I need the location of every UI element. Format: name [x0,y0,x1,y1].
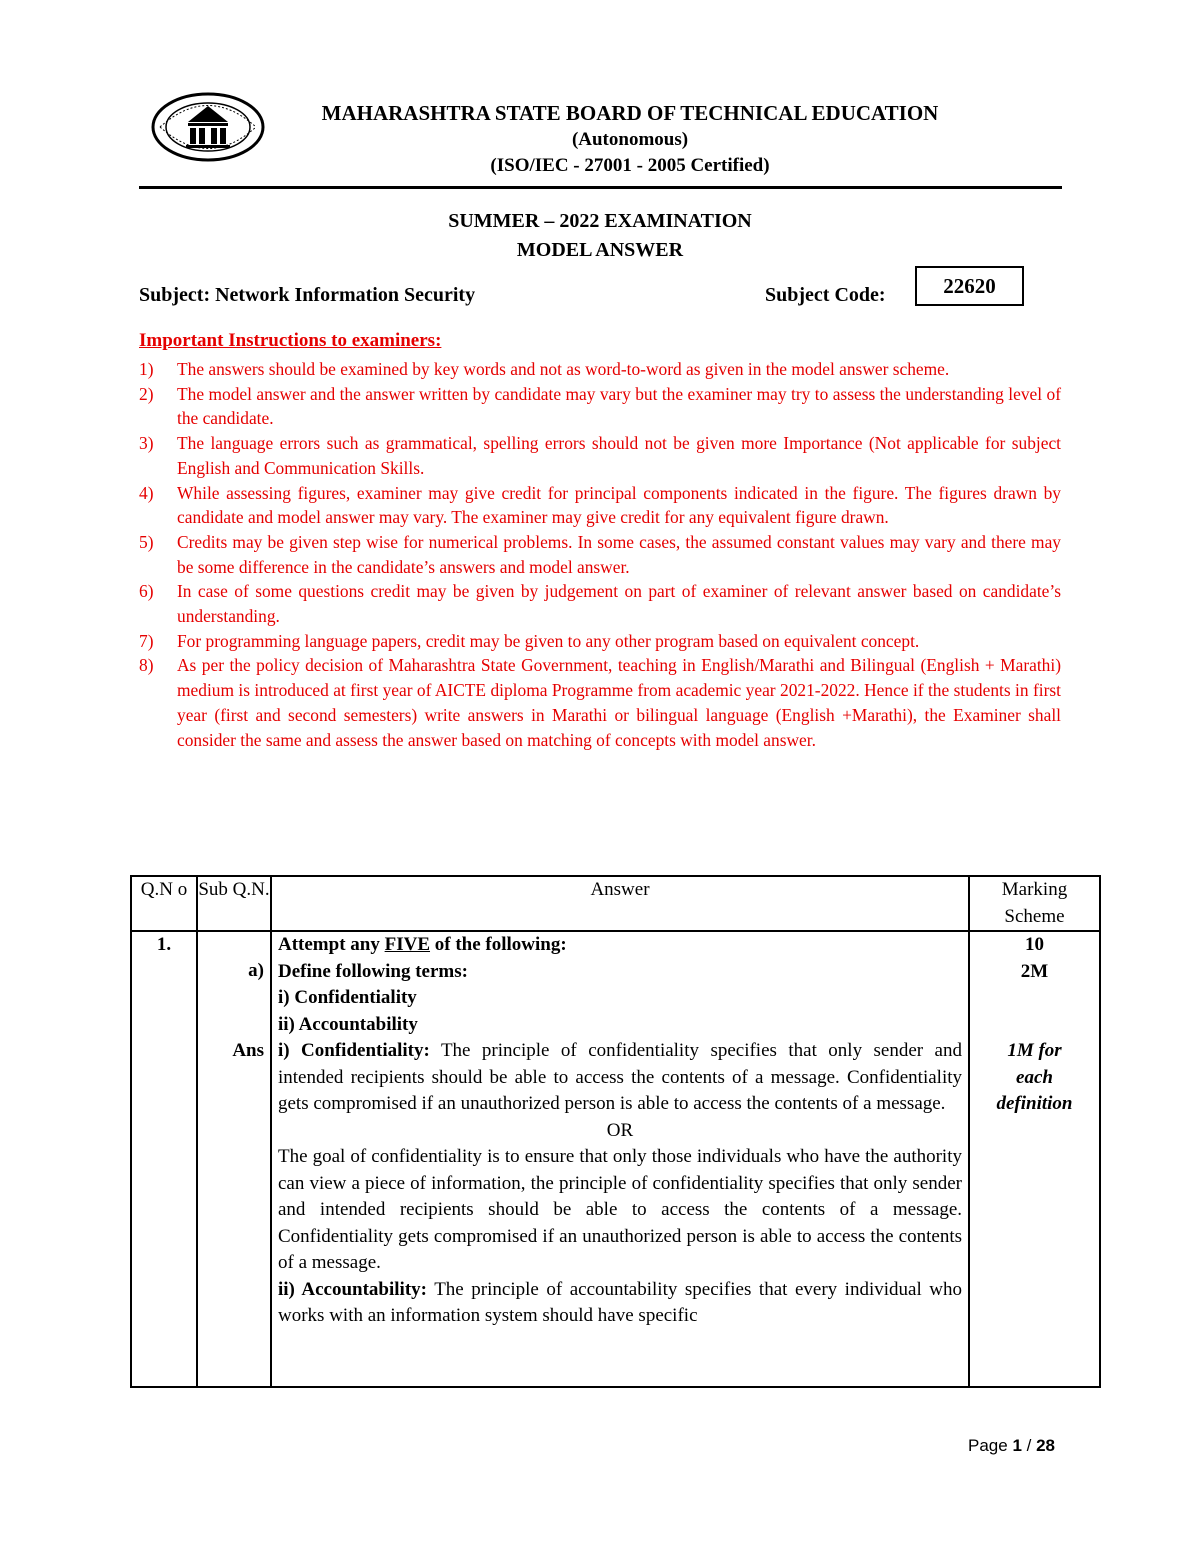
header-marking: Marking Scheme [969,876,1100,931]
attempt-instruction: Attempt any FIVE of the following: [278,934,567,955]
or-separator: OR [606,1119,634,1141]
instruction-item: 1) The answers should be examined by key words and not as word-to-word as given in the model answer scheme. [139,359,950,379]
term-confidentiality: i) Confidentiality [278,987,417,1008]
subject-code-label: Subject Code: [765,284,886,306]
marks-note: 1M for each definition [996,1040,1073,1114]
table-header-row [131,876,1100,931]
header-qno: Q.N o [131,876,197,931]
answer-label: Ans [232,1039,264,1061]
answer-cell [271,931,969,1387]
instruction-item: 3) The language errors such as grammatical, spelling errors should not be given more Importance (Not applicable for subject English and Communication Skills. [139,433,1061,478]
exam-title: SUMMER – 2022 EXAMINATION [448,210,752,232]
marking-cell [969,931,1100,1387]
subject-name: Subject: Network Information Security [139,284,476,306]
instructions-list [139,357,1061,752]
board-certification: (ISO/IEC - 27001 - 2005 Certified) [490,155,770,176]
instruction-item: 7) For programming language papers, credit may be given to any other program based on equivalent concept. [139,630,920,651]
instructions-title: Important Instructions to examiners: [139,330,442,351]
accountability-definition: ii) Accountability: The principle of accountability specifies that every individual who works with an information system should have specific [278,1278,962,1326]
instruction-item: 5) Credits may be given step wise for numerical problems. In some cases, the assumed constant values may vary and there may be some difference in the candidate’s answers and model answer. [139,531,1061,577]
confidentiality-alt-definition: The goal of confidentiality is to ensure that only those individuals who have the authority can view a piece of information, the principle of confidentiality specifies that only sender and intended recipients should be able to access the contents of a message. Confidentiality gets compromised if an unauthorized person is able to access the contents of a message. [278,1146,962,1273]
term-accountability: ii) Accountability [278,1013,418,1035]
board-name: MAHARASHTRA STATE BOARD OF TECHNICAL EDUCATION [321,101,939,125]
header-answer: Answer [271,876,969,931]
exam-subtitle: MODEL ANSWER [516,239,684,261]
table-row [131,931,1100,1387]
confidentiality-definition: i) Confidentiality: The principle of confidentiality specifies that only sender and intended recipients should be able to access the contents of a message. Confidentiality gets compromised if an unauthorized person is able to access the contents of a message. [278,1040,962,1114]
question-text: Define following terms: [278,960,468,982]
marks-sub: 2M [1020,960,1049,982]
sub-question-label: a) [248,960,264,981]
msbte-logo [150,92,266,162]
instruction-item: 2) The model answer and the answer written by candidate may vary but the examiner may try to assess the understanding level of the candidate. [139,383,1061,429]
sub-question-cell [197,931,271,1387]
subject-code-box: 22620 [915,266,1024,306]
header-subqn: Sub Q.N. [197,876,271,931]
header-divider [139,186,1062,189]
answer-table [130,875,1101,1388]
instruction-item: 6) In case of some questions credit may be given by judgement on part of examiner of relevant answer based on candidate’s understanding. [139,581,1061,627]
instruction-item: 8) As per the policy decision of Maharashtra State Government, teaching in English/Marathi and Bilingual (English + Marathi) medium is introduced at first year of AICTE diploma Programme from academic year 2021-2022. Hence if the students in first year (first and second semesters) write answers in Marathi or bilingual language (English +Marathi), the Examiner shall consider the same and assess the answer based on matching of concepts with model answer. [139,655,1061,750]
instruction-item: 4) While assessing figures, examiner may give credit for principal components indicated in the figure. The figures drawn by candidate and model answer may vary. The examiner may give credit for any equivalent figure drawn. [139,482,1061,528]
question-number-cell [131,931,197,1387]
question-number: 1. [156,934,172,955]
page-number: Page 1 / 28 [968,1436,1055,1455]
board-autonomous: (Autonomous) [571,129,689,150]
marks-total: 10 [1025,934,1044,955]
